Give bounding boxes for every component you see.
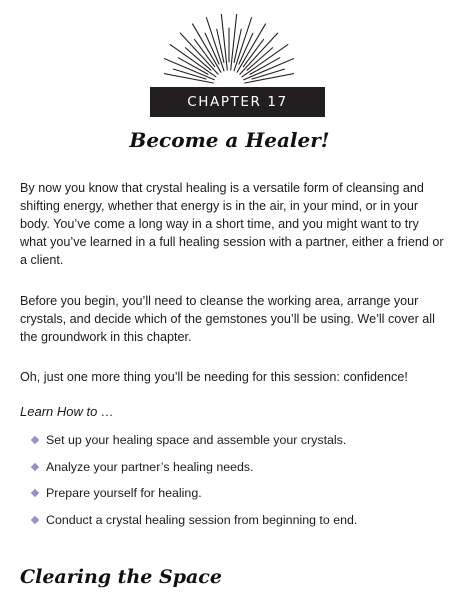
diamond-bullet-icon [31,462,39,470]
chapter-title: Become a Healer! [129,128,330,152]
sunburst-ray [234,29,241,62]
sunburst-ray [185,48,211,70]
list-item [32,512,357,528]
chapter-label-bar [150,87,325,117]
sunburst-icon [164,10,294,86]
intro-paragraph: By now you know that crystal healing is a versatile form of cleansing and shifting energy, whether that energy is in the air, in your mind, or in your body. You’ve come a long way in a short time, and you might want to try what you’ve learned in a full healing session with a partner, either a friend or a client. [20,181,444,267]
confidence-paragraph: Oh, just one more thing you’ll be needing for this session: confidence! [20,370,408,384]
sunburst-ray [231,14,237,70]
diamond-bullet-icon [31,516,39,524]
learn-heading: Learn How to … [20,404,114,419]
section-title: Clearing the Space [20,566,222,588]
sunburst-ray [217,29,224,62]
preparation-paragraph: Before you begin, you’ll need to cleanse the working area, arrange your crystals, and decide which of the gemstones you’ll be using. We’ll cover all the groundwork in this chapter. [20,294,435,344]
list-item [32,459,357,475]
list-item-text: Set up your healing space and assemble your crystals. [46,433,347,447]
sunburst-ray [247,48,273,70]
diamond-bullet-icon [31,489,39,497]
chapter-label: CHAPTER 17 [187,94,288,110]
learn-list [32,432,357,539]
sunburst-ray [221,14,227,70]
list-item-text: Conduct a crystal healing session from beginning to end. [46,513,358,528]
sunburst-ray [242,45,288,77]
list-item-text: Prepare yourself for healing. [46,486,202,501]
list-item [32,485,357,501]
sunburst-ray [170,45,216,77]
diamond-bullet-icon [31,436,39,444]
list-item [32,432,357,448]
list-item-text: Analyze your partner’s healing needs. [46,459,254,474]
